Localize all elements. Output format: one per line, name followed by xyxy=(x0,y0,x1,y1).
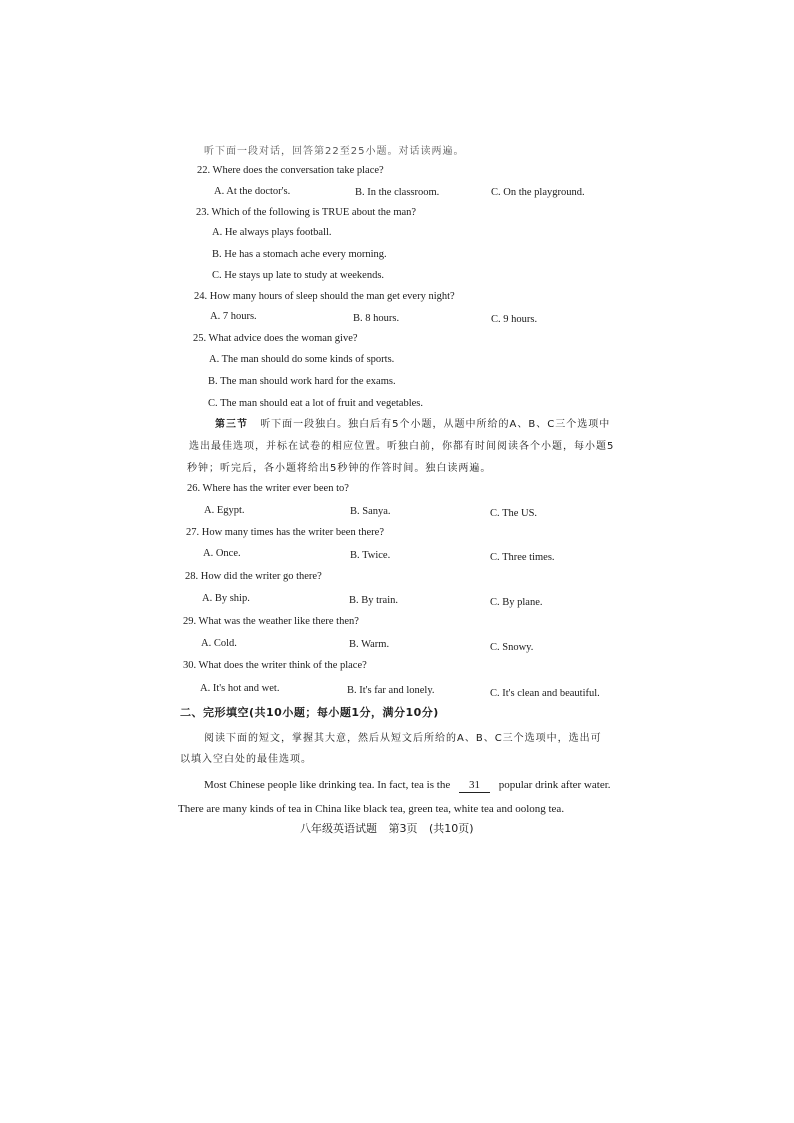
question-24: 24. How many hours of sleep should the man get every night? xyxy=(194,291,455,302)
footer-total: (共10页) xyxy=(429,822,474,835)
q28-option-a: A. By ship. xyxy=(202,593,250,604)
q27-option-c: C. Three times. xyxy=(490,552,555,563)
section3-instruction-line1 xyxy=(215,418,610,432)
q30-option-b: B. It's far and lonely. xyxy=(347,685,435,696)
q27-option-b: B. Twice. xyxy=(350,550,391,561)
q24-option-c: C. 9 hours. xyxy=(491,314,538,325)
q28-option-b: B. By train. xyxy=(349,595,398,606)
question-22: 22. Where does the conversation take place? xyxy=(197,165,384,176)
question-28: 28. How did the writer go there? xyxy=(185,571,322,582)
question-25: 25. What advice does the woman give? xyxy=(193,333,358,344)
q30-option-c: C. It's clean and beautiful. xyxy=(490,688,600,699)
q22-option-a: A. At the doctor's. xyxy=(214,186,291,197)
page-footer xyxy=(300,820,482,836)
q23-option-a: A. He always plays football. xyxy=(212,227,332,238)
q29-option-a: A. Cold. xyxy=(201,638,237,649)
question-30: 30. What does the writer think of the place? xyxy=(183,660,367,671)
blank-31: 31 xyxy=(459,778,490,793)
section2-instruction: 听下面一段对话，回答第22至25小题。对话读两遍。 xyxy=(204,146,465,157)
footer-subject: 八年级英语试题 xyxy=(300,822,377,835)
q23-option-b: B. He has a stomach ache every morning. xyxy=(212,249,387,260)
part2-instruction-line2: 以填入空白处的最佳选项。 xyxy=(180,754,312,765)
part2-instruction-line1: 阅读下面的短文，掌握其大意，然后从短文后所给的A、B、C三个选项中，选出可 xyxy=(204,733,602,744)
passage-text-after-blank: popular drink after water. xyxy=(498,779,611,791)
q23-option-c: C. He stays up late to study at weekends. xyxy=(212,270,385,281)
q28-option-c: C. By plane. xyxy=(490,597,543,608)
question-29: 29. What was the weather like there then? xyxy=(183,616,359,627)
part2-heading: 二、完形填空(共10小题；每小题1分，满分10分) xyxy=(180,706,439,719)
q30-option-a: A. It's hot and wet. xyxy=(200,683,280,694)
q26-option-a: A. Egypt. xyxy=(204,505,245,516)
section3-text-1: 听下面一段独白。独白后有5个小题，从题中所给的A、B、C三个选项中 xyxy=(260,419,611,430)
q25-option-c: C. The man should eat a lot of fruit and vegetables. xyxy=(208,398,423,409)
passage-line1 xyxy=(204,778,611,793)
q26-option-c: C. The US. xyxy=(490,508,538,519)
question-26: 26. Where has the writer ever been to? xyxy=(187,483,349,494)
passage-line2: There are many kinds of tea in China like black tea, green tea, white tea and oolong tea. xyxy=(178,803,565,815)
passage-text-before-blank: Most Chinese people like drinking tea. In fact, tea is the xyxy=(204,779,451,791)
q24-option-a: A. 7 hours. xyxy=(210,311,257,322)
section3-label: 第三节 xyxy=(215,419,248,430)
q22-option-b: B. In the classroom. xyxy=(355,187,440,198)
section3-instruction-line2: 选出最佳选项，并标在试卷的相应位置。听独白前，你都有时间阅读各个小题，每小题5 xyxy=(189,441,615,452)
question-27: 27. How many times has the writer been there? xyxy=(186,527,384,538)
q25-option-a: A. The man should do some kinds of sports. xyxy=(209,354,395,365)
q24-option-b: B. 8 hours. xyxy=(353,313,400,324)
question-23: 23. Which of the following is TRUE about the man? xyxy=(196,207,417,218)
q29-option-b: B. Warm. xyxy=(349,639,390,650)
footer-page: 第3页 xyxy=(388,822,418,835)
section3-instruction-line3: 秒钟；听完后，各小题将给出5秒钟的作答时间。独白读两遍。 xyxy=(187,463,492,474)
q22-option-c: C. On the playground. xyxy=(491,187,585,198)
q27-option-a: A. Once. xyxy=(203,548,241,559)
q25-option-b: B. The man should work hard for the exams. xyxy=(208,376,396,387)
q26-option-b: B. Sanya. xyxy=(350,506,391,517)
q29-option-c: C. Snowy. xyxy=(490,642,534,653)
